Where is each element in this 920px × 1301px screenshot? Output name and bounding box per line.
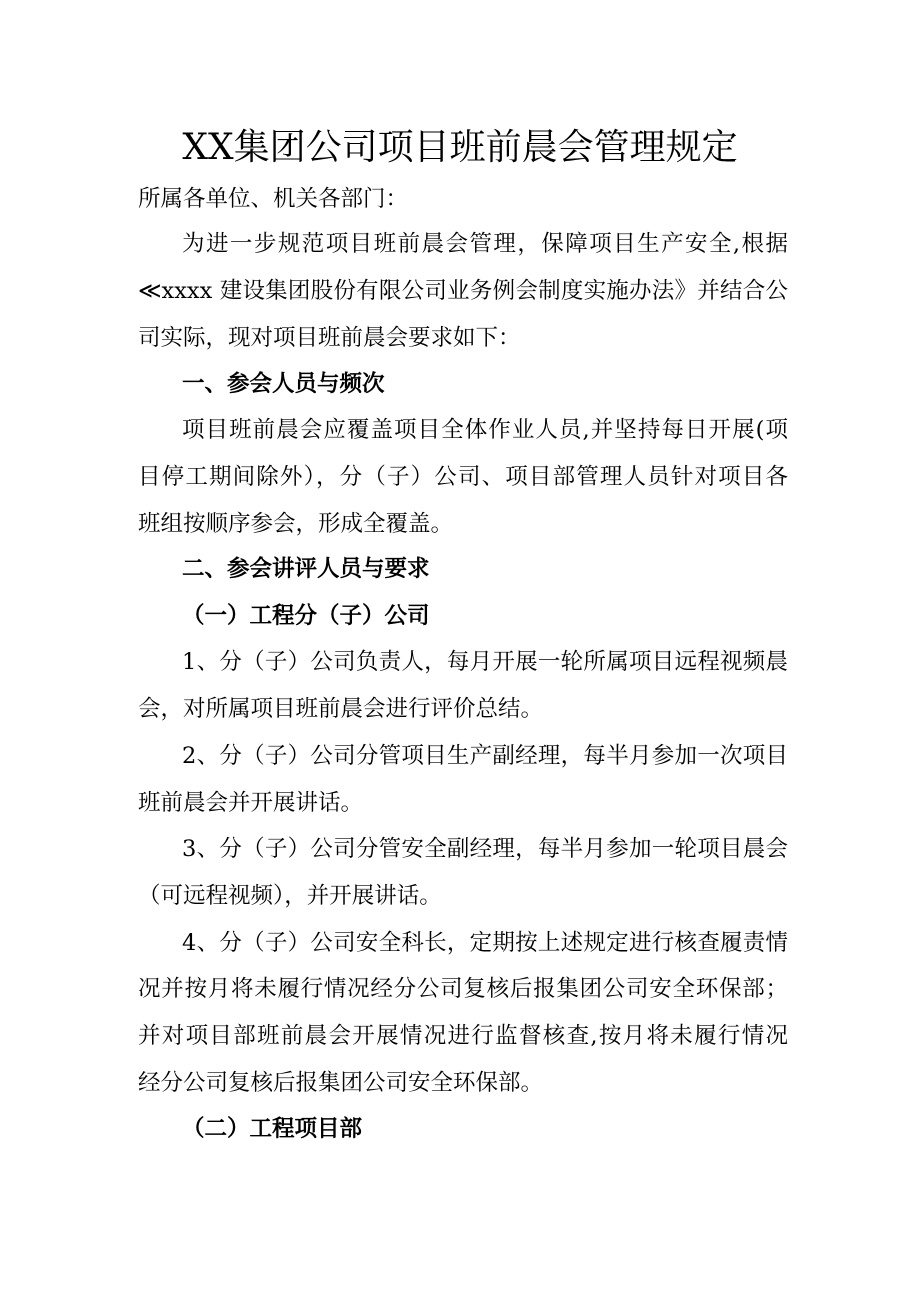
item1-line-1: 1、分（子）公司负责人，每月开展一轮所属项目远程视频晨: [182, 649, 788, 675]
section1-line-3: 班组按顺序参会，形成全覆盖。: [138, 511, 454, 537]
item3-line-2: （可远程视频），并开展讲话。: [138, 883, 442, 909]
item3-line-1: 3、分（子）公司分管安全副经理，每半月参加一轮项目晨会: [182, 836, 788, 862]
section-heading-1: 一、参会人员与频次: [182, 371, 385, 397]
item2-line-1: 2、分（子）公司分管项目生产副经理，每半月参加一次项目: [182, 743, 788, 769]
item2-line-2: 班前晨会并开展讲话。: [138, 790, 364, 816]
item4-line-2: 况并按月将未履行情况经分公司复核后报集团公司安全环保部；: [138, 976, 788, 1002]
document-title: XX集团公司项目班前晨会管理规定: [182, 127, 738, 168]
section-heading-2: 二、参会讲评人员与要求: [182, 556, 430, 582]
item4-line-3: 并对项目部班前晨会开展情况进行监督核查,按月将未履行情况: [138, 1023, 788, 1049]
intro-line-3: 司实际，现对项目班前晨会要求如下：: [138, 325, 521, 351]
subsection-heading-2: （二）工程项目部: [182, 1116, 363, 1142]
addressee-line: 所属各单位、机关各部门：: [138, 186, 409, 212]
item4-line-1: 4、分（子）公司安全科长，定期按上述规定进行核查履责情: [182, 930, 788, 956]
item1-line-2: 会，对所属项目班前晨会进行评价总结。: [138, 696, 544, 722]
section1-line-2: 目停工期间除外），分（子）公司、项目部管理人员针对项目各: [138, 464, 788, 490]
item4-line-4: 经分公司复核后报集团公司安全环保部。: [138, 1070, 544, 1096]
section1-line-1: 项目班前晨会应覆盖项目全体作业人员,并坚持每日开展(项: [182, 417, 788, 443]
intro-line-1: 为进一步规范项目班前晨会管理，保障项目生产安全,根据: [182, 231, 788, 257]
subsection-heading-1: （一）工程分（子）公司: [182, 603, 430, 629]
intro-line-2: ≪xxxx 建设集团股份有限公司业务例会制度实施办法》并结合公: [138, 278, 788, 304]
